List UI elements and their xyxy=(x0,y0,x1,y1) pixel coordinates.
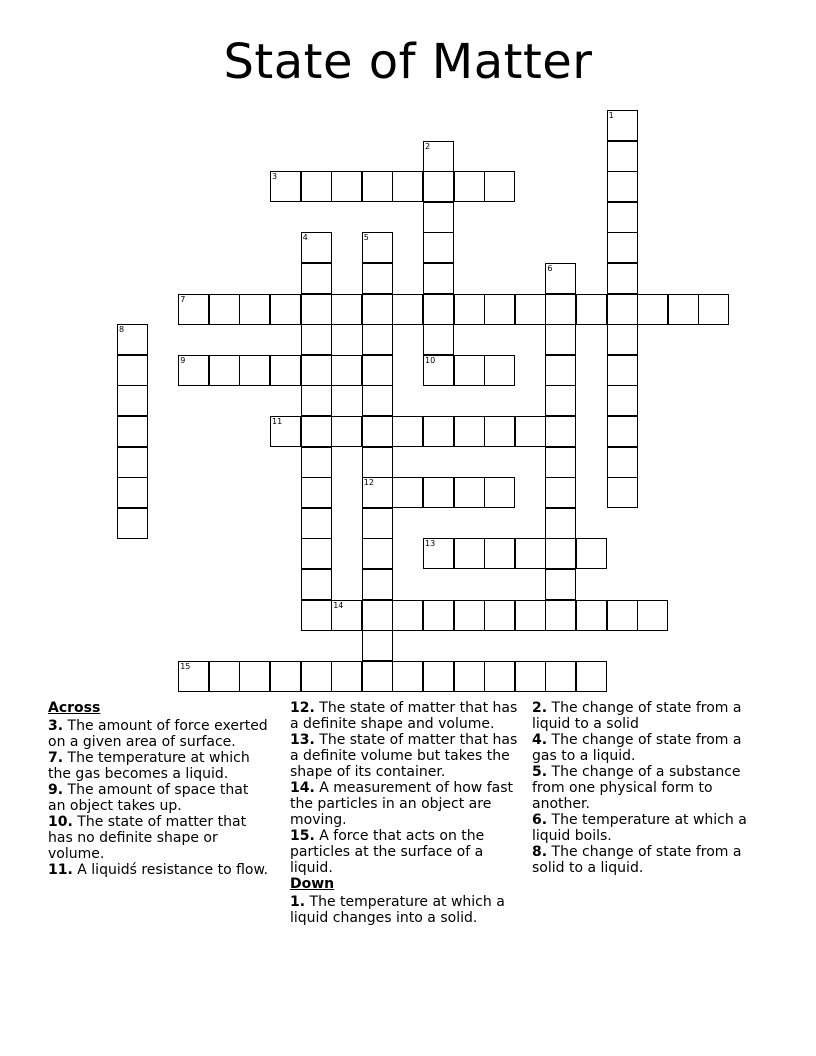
grid-cell[interactable] xyxy=(515,416,546,447)
grid-cell[interactable] xyxy=(362,569,393,600)
grid-cell[interactable] xyxy=(178,294,209,325)
grid-cell[interactable] xyxy=(301,263,332,294)
grid-cell[interactable] xyxy=(301,600,332,631)
grid-cell[interactable] xyxy=(301,508,332,539)
grid-cell[interactable] xyxy=(545,477,576,508)
grid-cell[interactable] xyxy=(484,171,515,202)
clue-column-2 xyxy=(290,700,522,926)
grid-cell[interactable] xyxy=(362,630,393,661)
grid-cell[interactable] xyxy=(484,294,515,325)
clue-number-label: 8. xyxy=(532,844,548,860)
clue-text: The change of a substance from one physical form to another. xyxy=(532,764,741,812)
grid-cell[interactable] xyxy=(576,600,607,631)
clue-number: 13 xyxy=(425,539,436,549)
grid-cell[interactable] xyxy=(362,385,393,416)
clue-text: The amount of space that an object takes up. xyxy=(48,782,249,814)
grid-cell[interactable] xyxy=(331,416,362,447)
clue-text: The temperature at which a liquid changes into a solid. xyxy=(290,894,505,926)
grid-cell[interactable] xyxy=(607,232,638,263)
clue-number-label: 7. xyxy=(48,750,64,766)
grid-cell[interactable] xyxy=(607,416,638,447)
grid-cell[interactable] xyxy=(117,447,148,478)
grid-cell[interactable] xyxy=(362,232,393,263)
grid-cell[interactable] xyxy=(515,294,546,325)
grid-cell[interactable] xyxy=(301,661,332,692)
clue-number-label: 1. xyxy=(290,894,306,910)
clue-item xyxy=(290,732,522,780)
grid-cell[interactable] xyxy=(607,477,638,508)
grid-cell[interactable] xyxy=(637,294,668,325)
grid-cell[interactable] xyxy=(331,294,362,325)
grid-cell[interactable] xyxy=(423,294,454,325)
grid-cell[interactable] xyxy=(423,355,454,386)
clue-number: 2 xyxy=(425,141,431,151)
clue-text: The temperature at which the gas becomes a liquid. xyxy=(48,750,250,782)
clue-column-1 xyxy=(48,700,270,878)
grid-cell[interactable] xyxy=(331,600,362,631)
grid-cell[interactable] xyxy=(362,263,393,294)
grid-cell[interactable] xyxy=(545,294,576,325)
grid-cell[interactable] xyxy=(362,355,393,386)
grid-cell[interactable] xyxy=(362,294,393,325)
grid-cell[interactable] xyxy=(301,385,332,416)
grid-cell[interactable] xyxy=(362,538,393,569)
grid-cell[interactable] xyxy=(301,538,332,569)
grid-cell[interactable] xyxy=(484,661,515,692)
grid-cell[interactable] xyxy=(454,355,485,386)
grid-cell[interactable] xyxy=(454,171,485,202)
grid-cell[interactable] xyxy=(423,600,454,631)
clue-text: The amount of force exerted on a given area of surface. xyxy=(48,718,268,750)
grid-cell[interactable] xyxy=(270,661,301,692)
clue-text: The state of matter that has a definite shape and volume. xyxy=(290,700,518,732)
grid-cell[interactable] xyxy=(117,324,148,355)
grid-cell[interactable] xyxy=(362,508,393,539)
clue-number: 4 xyxy=(302,233,308,243)
grid-cell[interactable] xyxy=(239,355,270,386)
grid-cell[interactable] xyxy=(178,355,209,386)
grid-cell[interactable] xyxy=(301,294,332,325)
clue-number: 12 xyxy=(363,478,374,488)
grid-cell[interactable] xyxy=(423,477,454,508)
clue-number-label: 13. xyxy=(290,732,315,748)
clue-text: A liquidś resistance to flow. xyxy=(72,862,269,878)
grid-cell[interactable] xyxy=(515,661,546,692)
grid-cell[interactable] xyxy=(301,477,332,508)
grid-cell[interactable] xyxy=(607,110,638,141)
clue-number: 11 xyxy=(272,417,283,426)
across-heading: Across xyxy=(48,700,101,716)
grid-cell[interactable] xyxy=(117,355,148,386)
grid-cell[interactable] xyxy=(576,661,607,692)
grid-cell[interactable] xyxy=(423,416,454,447)
grid-cell[interactable] xyxy=(331,355,362,386)
grid-cell[interactable] xyxy=(301,232,332,263)
grid-cell[interactable] xyxy=(209,355,240,386)
clue-number-label: 5. xyxy=(532,764,548,780)
clue-text: The change of state from a liquid to a solid xyxy=(532,700,742,732)
grid-cell[interactable] xyxy=(607,141,638,172)
clue-number: 8 xyxy=(119,325,125,335)
clue-item xyxy=(48,814,270,862)
clue-number-label: 9. xyxy=(48,782,64,798)
grid-cell[interactable] xyxy=(607,263,638,294)
grid-cell[interactable] xyxy=(637,600,668,631)
grid-cell[interactable] xyxy=(392,294,423,325)
grid-cell[interactable] xyxy=(270,171,301,202)
clue-text: The state of matter that has a definite volume but takes the shape of its container. xyxy=(290,732,518,780)
grid-cell[interactable] xyxy=(607,355,638,386)
grid-cell[interactable] xyxy=(607,171,638,202)
clue-number: 1 xyxy=(608,111,614,120)
grid-cell[interactable] xyxy=(515,538,546,569)
grid-cell[interactable] xyxy=(607,447,638,478)
grid-cell[interactable] xyxy=(301,355,332,386)
grid-cell[interactable] xyxy=(362,661,393,692)
grid-cell[interactable] xyxy=(668,294,699,325)
grid-cell[interactable] xyxy=(454,661,485,692)
grid-cell[interactable] xyxy=(454,600,485,631)
grid-cell[interactable] xyxy=(423,171,454,202)
clue-item xyxy=(290,894,522,926)
grid-cell[interactable] xyxy=(362,477,393,508)
grid-cell[interactable] xyxy=(423,202,454,233)
grid-cell[interactable] xyxy=(576,294,607,325)
grid-cell[interactable] xyxy=(362,447,393,478)
clue-item xyxy=(48,750,270,782)
clue-number-label: 3. xyxy=(48,718,64,734)
grid-cell[interactable] xyxy=(545,661,576,692)
grid-cell[interactable] xyxy=(484,355,515,386)
down-clue-list-continued xyxy=(532,700,762,876)
grid-cell[interactable] xyxy=(607,294,638,325)
grid-cell[interactable] xyxy=(484,538,515,569)
grid-cell[interactable] xyxy=(454,294,485,325)
grid-cell[interactable] xyxy=(515,600,546,631)
clue-number-label: 12. xyxy=(290,700,315,716)
grid-cell[interactable] xyxy=(607,385,638,416)
grid-cell[interactable] xyxy=(392,416,423,447)
across-clue-list xyxy=(48,718,270,878)
clue-text: The change of state from a gas to a liquid. xyxy=(532,732,742,764)
grid-cell[interactable] xyxy=(607,202,638,233)
clue-number: 15 xyxy=(180,661,191,671)
grid-cell[interactable] xyxy=(362,324,393,355)
grid-cell[interactable] xyxy=(392,661,423,692)
grid-cell[interactable] xyxy=(117,477,148,508)
clue-number-label: 10. xyxy=(48,814,73,830)
grid-cell[interactable] xyxy=(484,600,515,631)
grid-cell[interactable] xyxy=(331,661,362,692)
grid-cell[interactable] xyxy=(301,416,332,447)
grid-cell[interactable] xyxy=(545,324,576,355)
grid-cell[interactable] xyxy=(454,538,485,569)
grid-cell[interactable] xyxy=(209,294,240,325)
grid-cell[interactable] xyxy=(423,141,454,172)
across-clue-list-continued xyxy=(290,700,522,876)
clue-number-label: 15. xyxy=(290,828,315,844)
grid-cell[interactable] xyxy=(698,294,729,325)
clue-text: A measurement of how fast the particles in an object are moving. xyxy=(290,780,513,828)
grid-cell[interactable] xyxy=(423,538,454,569)
clue-item xyxy=(532,732,762,764)
grid-cell[interactable] xyxy=(454,477,485,508)
grid-cell[interactable] xyxy=(423,232,454,263)
down-heading: Down xyxy=(290,876,335,892)
grid-cell[interactable] xyxy=(392,600,423,631)
clue-number-label: 2. xyxy=(532,700,548,716)
clue-text: The state of matter that has no definite shape or volume. xyxy=(48,814,247,862)
clue-number-label: 14. xyxy=(290,780,315,796)
clue-number: 7 xyxy=(180,294,186,304)
clue-item xyxy=(532,764,762,812)
clue-item xyxy=(290,828,522,876)
grid-cell[interactable] xyxy=(239,661,270,692)
grid-cell[interactable] xyxy=(545,416,576,447)
grid-cell[interactable] xyxy=(545,447,576,478)
grid-cell[interactable] xyxy=(545,569,576,600)
grid-cell[interactable] xyxy=(117,385,148,416)
grid-cell[interactable] xyxy=(209,661,240,692)
grid-cell[interactable] xyxy=(362,171,393,202)
grid-cell[interactable] xyxy=(545,508,576,539)
grid-cell[interactable] xyxy=(423,661,454,692)
clue-item xyxy=(532,812,762,844)
clue-number: 5 xyxy=(363,233,369,243)
down-clue-list xyxy=(290,894,522,926)
clue-text: A force that acts on the particles at the surface of a liquid. xyxy=(290,828,485,876)
grid-cell[interactable] xyxy=(362,600,393,631)
grid-cell[interactable] xyxy=(392,477,423,508)
grid-cell[interactable] xyxy=(545,355,576,386)
grid-cell[interactable] xyxy=(607,600,638,631)
grid-cell[interactable] xyxy=(301,324,332,355)
clue-item xyxy=(48,718,270,750)
grid-cell[interactable] xyxy=(484,477,515,508)
grid-cell[interactable] xyxy=(270,294,301,325)
clue-number: 9 xyxy=(180,355,186,365)
grid-cell[interactable] xyxy=(607,324,638,355)
grid-cell[interactable] xyxy=(423,324,454,355)
grid-cell[interactable] xyxy=(362,416,393,447)
clue-number-label: 6. xyxy=(532,812,548,828)
grid-cell[interactable] xyxy=(270,416,301,447)
grid-cell[interactable] xyxy=(454,416,485,447)
grid-cell[interactable] xyxy=(117,416,148,447)
grid-cell[interactable] xyxy=(484,416,515,447)
clue-number: 3 xyxy=(272,172,278,182)
grid-cell[interactable] xyxy=(545,600,576,631)
grid-cell[interactable] xyxy=(545,538,576,569)
clue-text: The temperature at which a liquid boils. xyxy=(532,812,747,844)
grid-cell[interactable] xyxy=(270,355,301,386)
grid-cell[interactable] xyxy=(117,508,148,539)
grid-cell[interactable] xyxy=(239,294,270,325)
puzzle-title: State of Matter xyxy=(223,34,593,90)
grid-cell[interactable] xyxy=(178,661,209,692)
grid-cell[interactable] xyxy=(392,171,423,202)
clue-item xyxy=(48,782,270,814)
clue-number-label: 4. xyxy=(532,732,548,748)
grid-cell[interactable] xyxy=(545,263,576,294)
grid-cell[interactable] xyxy=(331,171,362,202)
clue-number: 10 xyxy=(425,355,436,365)
clue-number: 14 xyxy=(333,600,344,610)
grid-cell[interactable] xyxy=(576,538,607,569)
clue-item xyxy=(48,862,270,878)
grid-cell[interactable] xyxy=(545,385,576,416)
grid-cell[interactable] xyxy=(301,447,332,478)
clue-item xyxy=(532,700,762,732)
grid-cell[interactable] xyxy=(301,569,332,600)
clue-item xyxy=(290,780,522,828)
clue-item xyxy=(532,844,762,876)
grid-cell[interactable] xyxy=(423,263,454,294)
clue-column-3 xyxy=(532,700,762,876)
clue-text: The change of state from a solid to a liquid. xyxy=(532,844,742,876)
grid-cell[interactable] xyxy=(301,171,332,202)
clue-number-label: 11. xyxy=(48,862,73,878)
clue-number: 6 xyxy=(547,264,553,273)
clue-item xyxy=(290,700,522,732)
